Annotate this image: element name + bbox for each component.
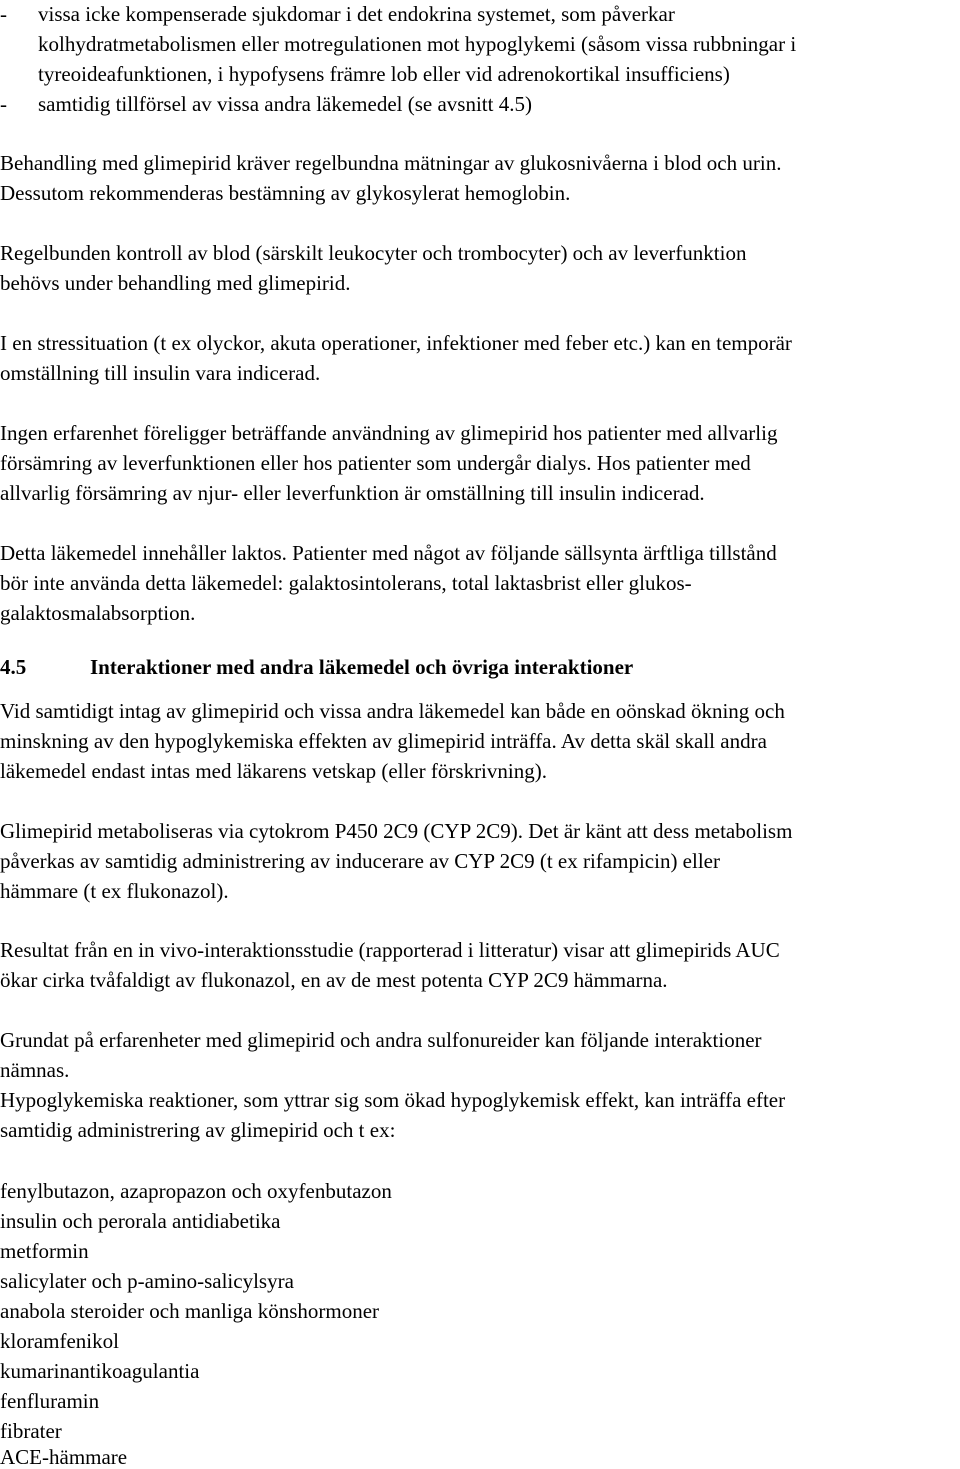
paragraph-line: ökar cirka tvåfaldigt av flukonazol, en av de mest potenta CYP 2C9 hämmarna.	[0, 968, 668, 992]
paragraph-line: Resultat från en in vivo-interaktionsstudie (rapporterad i litteratur) visar att glimepirids AUC	[0, 938, 780, 962]
bullet-item-line: kolhydratmetabolismen eller motregulationen mot hypoglykemi (såsom vissa rubbningar i	[38, 32, 797, 56]
section-title: Interaktioner med andra läkemedel och övriga interaktioner	[90, 655, 634, 679]
list-item: kloramfenikol	[0, 1329, 119, 1353]
bullet-dash: -	[0, 92, 7, 116]
list-item: metformin	[0, 1239, 89, 1263]
list-item: fenfluramin	[0, 1389, 100, 1413]
paragraph-line: Hypoglykemiska reaktioner, som yttrar sig som ökad hypoglykemisk effekt, kan inträffa efter	[0, 1088, 786, 1112]
bullet-item-line: tyreoideafunktionen, i hypofysens främre lob eller vid adrenokortikal insufficiens)	[38, 62, 730, 86]
list-item: salicylater och p-amino-salicylsyra	[0, 1269, 294, 1293]
paragraph-line: galaktosmalabsorption.	[0, 601, 196, 625]
list-item: ACE-hämmare	[0, 1445, 128, 1469]
list-item: fenylbutazon, azapropazon och oxyfenbutazon	[0, 1179, 392, 1203]
paragraph-line: försämring av leverfunktionen eller hos patienter som undergår dialys. Hos patienter med	[0, 451, 751, 475]
bullet-dash: -	[0, 2, 7, 26]
paragraph-line: behövs under behandling med glimepirid.	[0, 271, 351, 295]
list-item: insulin och perorala antidiabetika	[0, 1209, 281, 1233]
paragraph-line: Grundat på erfarenheter med glimepirid och andra sulfonureider kan följande interaktioner	[0, 1028, 762, 1052]
paragraph-line: Regelbunden kontroll av blod (särskilt leukocyter och trombocyter) och av leverfunktion	[0, 241, 747, 265]
paragraph-line: påverkas av samtidig administrering av inducerare av CYP 2C9 (t ex rifampicin) eller	[0, 849, 720, 873]
section-number: 4.5	[0, 655, 27, 679]
paragraph-line: Ingen erfarenhet föreligger beträffande användning av glimepirid hos patienter med allvarlig	[0, 421, 778, 445]
list-item: anabola steroider och manliga könshormoner	[0, 1299, 380, 1323]
list-item: fibrater	[0, 1419, 62, 1443]
paragraph-line: Behandling med glimepirid kräver regelbundna mätningar av glukosnivåerna i blod och urin.	[0, 151, 782, 175]
bullet-item-line: vissa icke kompenserade sjukdomar i det endokrina systemet, som påverkar	[38, 2, 675, 26]
paragraph-line: samtidig administrering av glimepirid och t ex:	[0, 1118, 396, 1142]
paragraph-line: Vid samtidigt intag av glimepirid och vissa andra läkemedel kan både en oönskad ökning och	[0, 699, 785, 723]
bullet-item-line: samtidig tillförsel av vissa andra läkemedel (se avsnitt 4.5)	[38, 92, 532, 116]
list-item: kumarinantikoagulantia	[0, 1359, 200, 1383]
paragraph-line: nämnas.	[0, 1058, 70, 1082]
paragraph-line: allvarlig försämring av njur- eller leverfunktion är omställning till insulin indicerad.	[0, 481, 705, 505]
paragraph-line: minskning av den hypoglykemiska effekten av glimepirid inträffa. Av detta skäl skall andra	[0, 729, 767, 753]
paragraph-line: omställning till insulin vara indicerad.	[0, 361, 321, 385]
paragraph-line: läkemedel endast intas med läkarens vetskap (eller förskrivning).	[0, 759, 547, 783]
paragraph-line: Detta läkemedel innehåller laktos. Patienter med något av följande sällsynta ärftliga tillstånd	[0, 541, 777, 565]
paragraph-line: hämmare (t ex flukonazol).	[0, 879, 229, 903]
paragraph-line: Dessutom rekommenderas bestämning av glykosylerat hemoglobin.	[0, 181, 571, 205]
paragraph-line: I en stressituation (t ex olyckor, akuta operationer, infektioner med feber etc.) kan en temporär	[0, 331, 792, 355]
paragraph-line: Glimepirid metaboliseras via cytokrom P450 2C9 (CYP 2C9). Det är känt att dess metabolism	[0, 819, 793, 843]
paragraph-line: bör inte använda detta läkemedel: galaktosintolerans, total laktasbrist eller glukos-	[0, 571, 692, 595]
